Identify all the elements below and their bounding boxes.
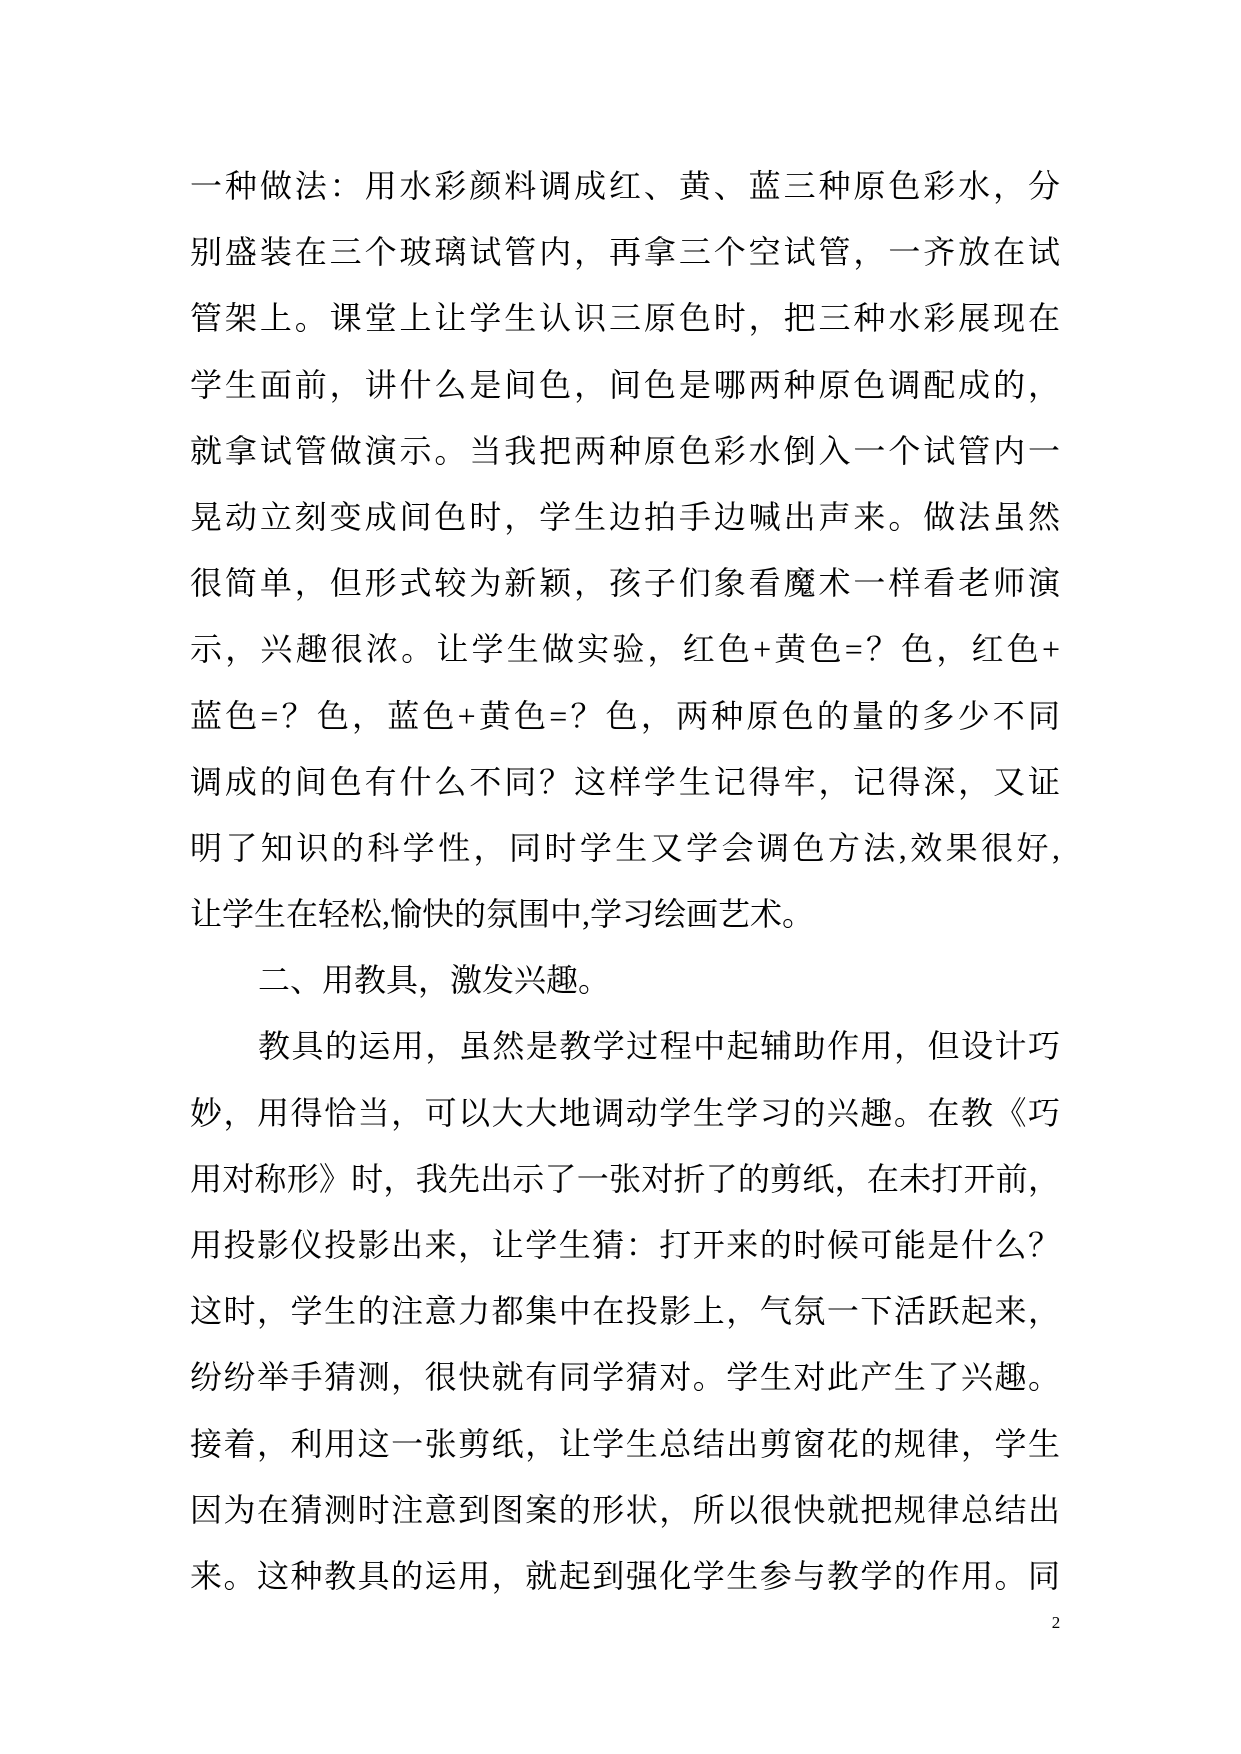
paragraph-teaching-aids bbox=[190, 1013, 1060, 1609]
text-line: 就拿试管做演示。当我把两种原色彩水倒入一个试管内一 bbox=[190, 432, 1060, 469]
text-line: 学生面前，讲什么是间色，间色是哪两种原色调配成的， bbox=[190, 366, 1060, 403]
text-line: 蓝色=？色，蓝色+黄色=？色，两种原色的量的多少不同 bbox=[190, 697, 1060, 734]
text-line: 因为在猜测时注意到图案的形状，所以很快就把规律总结出 bbox=[190, 1491, 1060, 1528]
body-text bbox=[190, 153, 1060, 1609]
text-line: 让学生在轻松,愉快的氛围中,学习绘画艺术。 bbox=[190, 896, 815, 933]
text-line: 教具的运用，虽然是教学过程中起辅助作用，但设计巧 bbox=[258, 1028, 1060, 1065]
text-line: 调成的间色有什么不同？这样学生记得牢，记得深，又证 bbox=[190, 763, 1060, 800]
text-line: 管架上。课堂上让学生认识三原色时，把三种水彩展现在 bbox=[190, 300, 1060, 337]
paragraph-color-mixing bbox=[190, 153, 1060, 947]
section-heading bbox=[190, 947, 1060, 1013]
page-number: 2 bbox=[1051, 1613, 1061, 1632]
text-line: 很简单，但形式较为新颖，孩子们象看魔术一样看老师演 bbox=[190, 565, 1060, 602]
text-line: 别盛装在三个玻璃试管内，再拿三个空试管，一齐放在试 bbox=[190, 234, 1060, 271]
text-line: 纷纷举手猜测，很快就有同学猜对。学生对此产生了兴趣。 bbox=[190, 1359, 1060, 1396]
text-line: 晃动立刻变成间色时，学生边拍手边喊出声来。做法虽然 bbox=[190, 498, 1060, 535]
text-line: 用对称形》时，我先出示了一张对折了的剪纸，在未打开前， bbox=[190, 1160, 1060, 1197]
text-line: 妙，用得恰当，可以大大地调动学生学习的兴趣。在教《巧 bbox=[190, 1094, 1060, 1131]
text-line: 接着，利用这一张剪纸，让学生总结出剪窗花的规律，学生 bbox=[190, 1425, 1060, 1462]
text-line: 明了知识的科学性，同时学生又学会调色方法,效果很好, bbox=[190, 829, 1060, 866]
heading-line: 二、用教具，激发兴趣。 bbox=[258, 962, 611, 999]
text-line: 这时，学生的注意力都集中在投影上，气氛一下活跃起来， bbox=[190, 1293, 1060, 1330]
text-line: 来。这种教具的运用，就起到强化学生参与教学的作用。同 bbox=[190, 1557, 1060, 1594]
text-line: 用投影仪投影出来，让学生猜：打开来的时候可能是什么？ bbox=[190, 1227, 1060, 1263]
text-line: 一种做法：用水彩颜料调成红、黄、蓝三种原色彩水，分 bbox=[190, 168, 1060, 204]
text-line: 示，兴趣很浓。让学生做实验，红色+黄色=？色，红色+ bbox=[190, 631, 1060, 668]
